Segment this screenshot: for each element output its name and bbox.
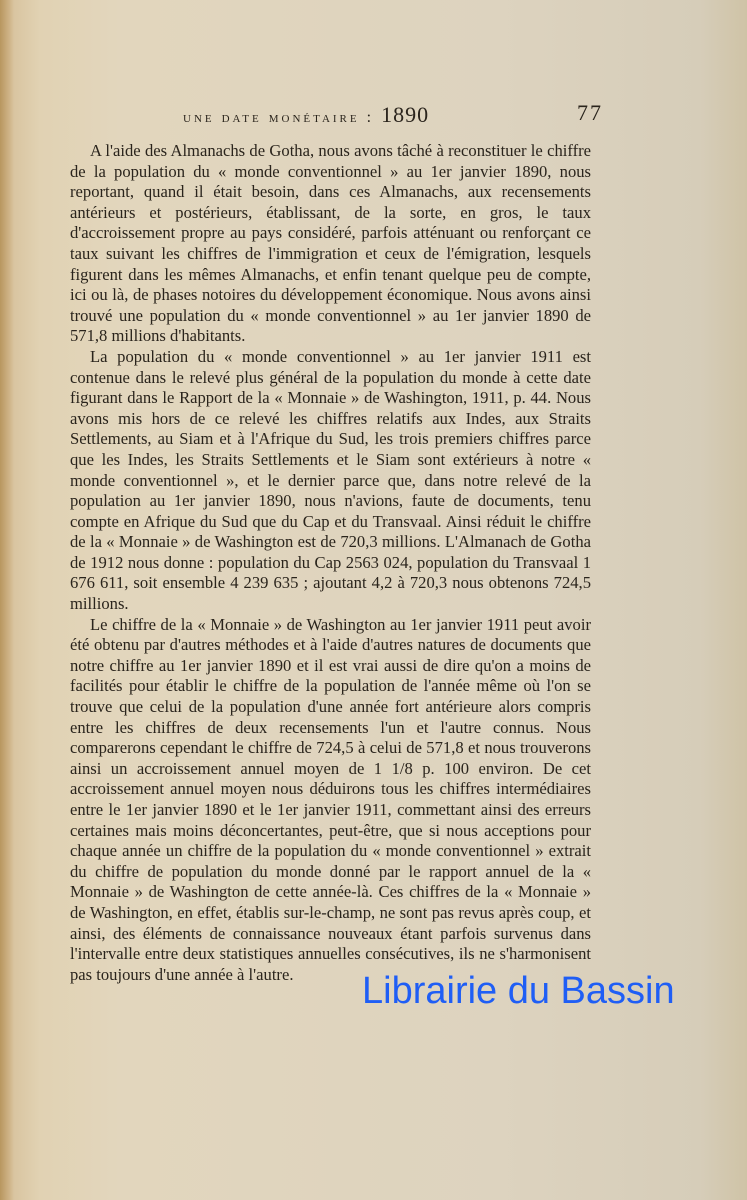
paragraph: La population du « monde conventionnel » au 1er janvier 1911 est contenue dans le relevé plus général de la population du monde à cette date figurant dans le Rapport de la « Monnaie » de Washington, 1911, p. 44. Nous avons mis hors de ce relevé les chiffres relatifs aux Indes, aux Straits Settlements, au Siam et à l'Afrique du Sud, les trois premiers chiffres parce que les Indes, les Straits Settlements et le Siam sont extérieurs à notre « monde conventionnel », et le dernier parce que, dans notre relevé de la population au 1er janvier 1890, nous n'avions, faute de documents, tenu compte en Afrique du Sud que du Cap et du Transvaal. Ainsi réduit le chiffre de la « Monnaie » de Washington est de 720,3 millions. L'Almanach de Gotha de 1912 nous donne : population du Cap 2563 024, population du Transvaal 1 676 611, soit ensemble 4 239 635 ; ajoutant 4,2 à 720,3 nous obtenons 724,5 millions. xyxy=(70,346,591,614)
page-gutter-edge xyxy=(0,0,14,1200)
paragraph: Le chiffre de la « Monnaie » de Washington au 1er janvier 1911 peut avoir été obtenu par d'autres méthodes et à l'aide d'autres natures de documents que notre chiffre au 1er janvier 1890 et il est vrai aussi de dire qu'on a moins de facilités pour établir le chiffre de la population de l'année même où l'on se trouve que celui de la population d'une année fort antérieure alors compris entre les chiffres de deux recensements l'un et l'autre connus. Nous comparerons cependant le chiffre de 724,5 à celui de 571,8 et nous trouverons ainsi un accroissement annuel moyen de 1 1/8 p. 100 environ. De cet accroissement annuel moyen nous déduirons tous les chiffres intermédiaires entre le 1er janvier 1890 et le 1er janvier 1911, commettant ainsi des erreurs certaines mais moins déconcertantes, peut-être, que si nous acceptions pour chaque année un chiffre de la population du « monde conventionnel » extrait du chiffre de population du monde donné par le rapport annuel de la « Monnaie » de Washington de cette année-là. Ces chiffres de la « Monnaie » de Washington, en effet, établis sur-le-champ, ne sont pas revus après coup, et ainsi, des éléments de connaissance nouveaux étant parfois survenus dans l'intervalle entre deux statistiques annuelles consécutives, ils ne s'harmonisent pas toujours d'une année à l'autre. xyxy=(70,614,591,984)
page-header xyxy=(183,98,603,128)
running-title-year: 1890 xyxy=(381,102,430,127)
running-title-text: une date monétaire : xyxy=(183,109,375,126)
body-text xyxy=(70,141,591,985)
paragraph: A l'aide des Almanachs de Gotha, nous avons tâché à reconstituer le chiffre de la population du « monde conventionnel » au 1er janvier 1890, nous reportant, quand il était besoin, dans ces Almanachs, aux recensements antérieurs et postérieurs, établissant, de la sorte, en gros, le taux d'accroissement propre au pays considéré, parfois atténuant ou renforçant ce taux suivant les chiffres de l'immigration et ceux de l'émigration, lesquels figurent dans les mêmes Almanachs, et enfin tenant quelque peu de compte, ici ou là, de phases notoires du développement économique. Nous avons ainsi trouvé une population du « monde conventionnel » au 1er janvier 1890 de 571,8 millions d'habitants. xyxy=(70,141,591,346)
running-title xyxy=(183,102,429,128)
watermark: Librairie du Bassin xyxy=(362,970,675,1012)
page-number: 77 xyxy=(577,100,603,125)
